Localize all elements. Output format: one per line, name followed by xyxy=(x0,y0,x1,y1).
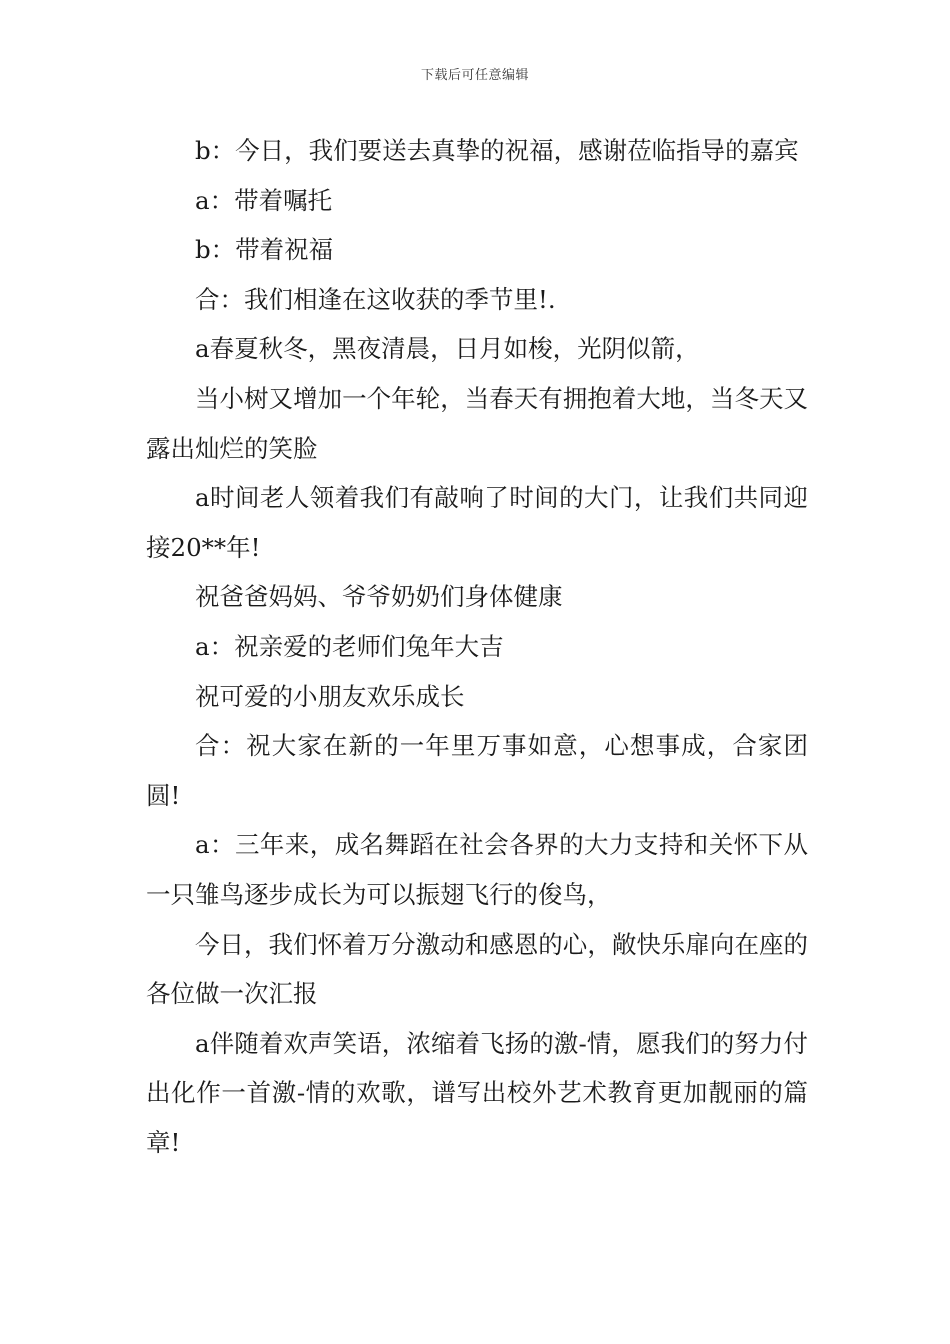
paragraph: a伴随着欢声笑语，浓缩着飞扬的激-情，愿我们的努力付出化作一首激-情的欢歌，谱写出校外艺术教育更加靓丽的篇章! xyxy=(146,1028,808,1157)
paragraph: 祝可爱的小朋友欢乐成长 xyxy=(195,681,465,711)
document-body xyxy=(146,126,808,1167)
paragraph: b：今日，我们要送去真挚的祝福，感谢莅临指导的嘉宾 xyxy=(195,136,799,165)
paragraph: a时间老人领着我们有敲响了时间的大门，让我们共同迎接20**年! xyxy=(146,483,808,562)
paragraph: a春夏秋冬，黑夜清晨，日月如梭，光阴似箭， xyxy=(195,334,700,364)
paragraph: 合：祝大家在新的一年里万事如意，心想事成，合家团圆! xyxy=(146,731,808,810)
paragraph: 祝爸爸妈妈、爷爷奶奶们身体健康 xyxy=(195,582,563,612)
paragraph: 今日，我们怀着万分激动和感恩的心，敞快乐扉向在座的各位做一次汇报 xyxy=(146,929,808,1009)
paragraph: a：三年来，成名舞蹈在社会各界的大力支持和关怀下从一只雏鸟逐步成长为可以振翅飞行的俊鸟， xyxy=(146,830,808,909)
paragraph: a：带着嘱托 xyxy=(195,185,333,215)
paragraph: b：带着祝福 xyxy=(195,235,334,265)
paragraph: a：祝亲爱的老师们兔年大吉 xyxy=(195,631,504,661)
paragraph: 当小树又增加一个年轮，当春天有拥抱着大地，当冬天又露出灿烂的笑脸 xyxy=(146,383,808,463)
paragraph: 合：我们相逢在这收获的季节里!. xyxy=(195,284,556,314)
page-header: 下载后可任意编辑 xyxy=(420,68,529,83)
